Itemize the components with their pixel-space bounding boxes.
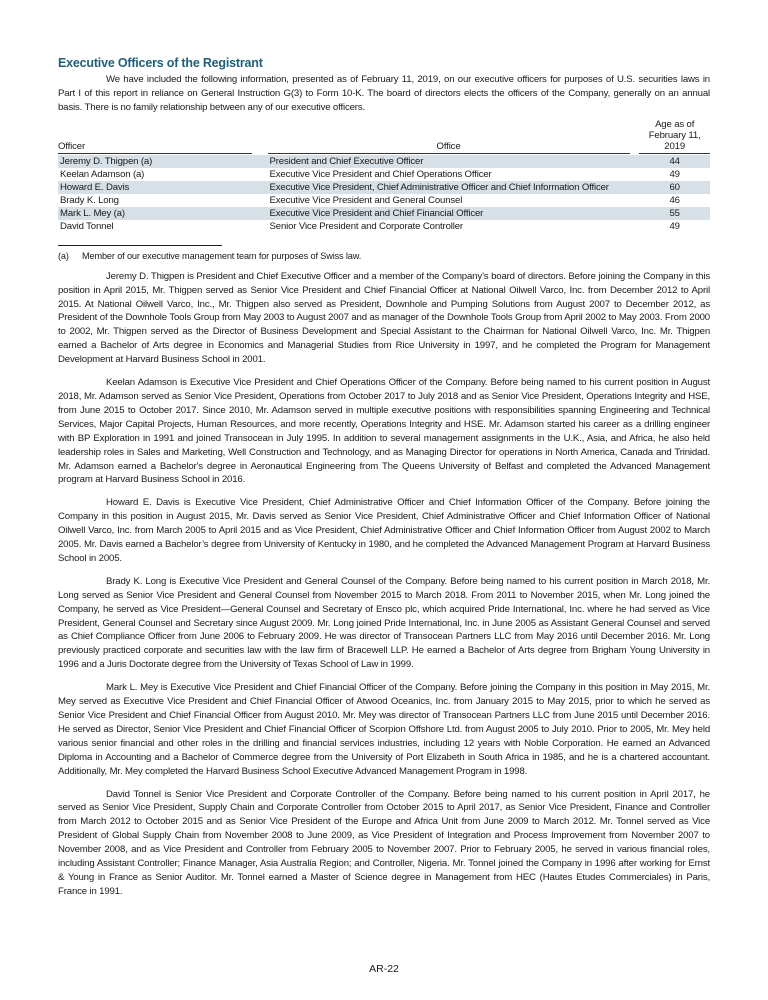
table-row [58, 155, 710, 168]
bio-paragraph-long: Brady K. Long is Executive Vice President and General Counsel of the Company. Before being named to his current position in March 2018, Mr. Long served as Senior Vice President and General Counsel from November 2015 to March 2018. From 2011 to November 2015, when Mr. Long joined the Company, he served as Vice President—General Counsel and Secretary of Ensco plc, which acquired Pride International, Inc. where he had served as Vice President, General Counsel and Secretary since August 2009. Mr. Long joined Pride International, Inc. in June 2005 as Assistant General Counsel and served as Chief Compliance Officer from June 2006 to February 2009. He was director of Transocean Partners LLC from May 2016 until December 2016. Mr. Long previously practiced corporate and securities law with the law firm of Bracewell LLP. He earned a Bachelor of Arts degree from Brigham Young University in 1996 and a Juris Doctorate degree from the University of Texas School of Law in 1999. [58, 575, 710, 671]
officer-age: 46 [669, 194, 680, 206]
officer-age: 60 [639, 181, 710, 194]
officer-name: Keelan Adamson (a) [60, 168, 145, 180]
header-office: Office [268, 119, 630, 155]
bio-paragraph-thigpen: Jeremy D. Thigpen is President and Chief Executive Officer and a member of the Company’s board of directors. Before joining the Company in this position in April 2015, Mr. Thigpen served as Senior Vice President and Chief Financial Officer at National Oilwell Varco, Inc. from December 2012 to April 2015. At National Oilwell Varco, Inc., Mr. Thigpen also served as President, Downhole and Pumping Solutions from August 2007 to December 2012, as President of the Downhole Tools Group from May 2003 to August 2007 and as manager of the Downhole Tools Group from April 2002 to May 2003. From 2000 to 2002, Mr. Thigpen served as the Director of Business Development and Special Assistant to the Chairman for National Oilwell Varco, Inc. Mr. Thigpen earned a Bachelor of Arts degree in Economics and Managerial Studies from Rice University in 1997, and he completed the Program for Management Development at Harvard Business School in 2001. [58, 270, 710, 366]
table-row [58, 220, 710, 233]
officer-age: 49 [669, 168, 680, 180]
document-page [58, 56, 710, 908]
officer-age: 49 [669, 220, 680, 232]
footnote [58, 250, 710, 262]
officer-name: Mark L. Mey (a) [58, 207, 252, 220]
table-row [58, 181, 710, 194]
officer-office: Executive Vice President and General Counsel [269, 194, 463, 206]
officer-age: 55 [639, 207, 710, 220]
footnote-divider [58, 245, 222, 246]
officers-table [58, 119, 710, 233]
table-header-row [58, 119, 710, 155]
page-number: AR-22 [369, 963, 399, 975]
officer-name: David Tonnel [60, 220, 114, 232]
header-officer: Officer [58, 119, 252, 155]
officer-office: Senior Vice President and Corporate Controller [269, 220, 463, 232]
officer-name: Brady K. Long [60, 194, 119, 206]
officer-office: President and Chief Executive Officer [268, 155, 630, 168]
bio-paragraph-mey: Mark L. Mey is Executive Vice President and Chief Financial Officer of the Company. Before joining the Company in this position in May 2015, Mr. Mey served as Executive Vice President and Chief Financial Officer of Atwood Oceanics, Inc. from January 2015 to May 2015, prior to which he served as Senior Vice President and Chief Financial Officer from August 2010. Mr. Mey was director of Transocean Partners LLC from June 2015 until December 2016. He served as Director, Senior Vice President and Chief Financial Officer of Scorpion Offshore Ltd. from August 2005 to July 2010. Prior to 2005, Mr. Mey held various senior financial and other roles in the drilling and financial services industries, including 12 years with Noble Corporation. He earned an Advanced Diploma in Accounting and a Bachelor of Commerce degree from the University of Port Elizabeth in South Africa in 1985, and he is a chartered accountant. Additionally, Mr. Mey completed the Harvard Business School Executive Advanced Management Program in 1998. [58, 682, 710, 777]
section-heading: Executive Officers of the Registrant [58, 56, 263, 70]
officer-age: 44 [639, 155, 710, 168]
table-row [58, 194, 710, 207]
officer-office: Executive Vice President and Chief Operations Officer [269, 168, 492, 180]
header-age: Age as of February 11, 2019 [639, 119, 710, 155]
footnote-marker: (a) [58, 250, 69, 261]
bio-paragraph-tonnel: David Tonnel is Senior Vice President and Corporate Controller of the Company. Before being named to his current position in April 2017, he served as Senior Vice President, Supply Chain and Corporate Controller from October 2015 to April 2017, as Senior Vice President, Finance and Controller from March 2012 to October 2015 and as Senior Vice President of the Europe and Africa Unit from June 2009 to March 2012. Mr. Tonnel served as Vice President of Global Supply Chain from November 2008 to June 2009, as Vice President of Integration and Process Improvement from November 2007 to November 2008, and as Vice President and Controller from February 2005 to November 2007. Prior to February 2005, he served in various financial roles, including Assistant Controller; Finance Manager, Asia Australia Region; and Controller, Nigeria. Mr. Tonnel joined the Company in 1996 after working for Ernst & Young in France as Senior Auditor. Mr. Tonnel earned a Master of Science degree in Management from HEC (Hautes Etudes Commerciales) in Paris, France in 1991. [58, 788, 710, 897]
table-row [58, 207, 710, 220]
intro-paragraph: We have included the following information, presented as of February 11, 2019, on our executive officers for purposes of U.S. securities laws in Part I of this report in reliance on General Instruction G(3) to Form 10-K. The board of directors elects the officers of the Company, generally on an annual basis. There is no family relationship between any of our executive officers. [58, 74, 710, 113]
bio-paragraph-adamson: Keelan Adamson is Executive Vice President and Chief Operations Officer of the Company. Before being named to his current position in August 2018, Mr. Adamson served as Senior Vice President, Operations from October 2017 to July 2018 and as Senior Vice President, Operations Integrity and HSE, from June 2015 to October 2017. Since 2010, Mr. Adamson served in multiple executive positions with responsibilities spanning Engineering and Technical Services, Major Capital Projects, Human Resources, and more recently, Operations Integrity and HSE. Mr. Adamson started his career as a drilling engineer with BP Exploration in 1991 and joined Transocean in July 1995. In addition to several management assignments in the U.K., Asia, and Africa, he also held leadership roles in Sales and Marketing, Well Construction and Technology, and as Managing Director for operations in North America, Canada and Trinidad. Mr. Adamson earned a Bachelor's degree in Aeronautical Engineering from The Queens University of Belfast and completed the Advanced Management program at Harvard Business School in 2016. [58, 377, 710, 486]
table-row [58, 168, 710, 181]
footnote-text: Member of our executive management team for purposes of Swiss law. [82, 250, 362, 261]
officer-office: Executive Vice President, Chief Administrative Officer and Chief Information Officer [268, 181, 630, 194]
officer-name: Howard E. Davis [58, 181, 252, 194]
bio-paragraph-davis: Howard E. Davis is Executive Vice President, Chief Administrative Officer and Chief Information Officer of the Company. Before joining the Company in this position in August 2015, Mr. Davis served as Senior Vice President, Chief Administrative Officer and Chief Information Officer of National Oilwell Varco, Inc. from March 2005 to April 2015 and as Vice President, Chief Administrative Officer and Chief Information Officer from August 2002 to March 2005. Mr. Davis earned a Bachelor’s degree from University of Kentucky in 1980, and he completed the Advanced Management Program at Harvard Business School in 2005. [58, 497, 710, 564]
officer-office: Executive Vice President and Chief Financial Officer [268, 207, 630, 220]
officer-name: Jeremy D. Thigpen (a) [58, 155, 252, 168]
